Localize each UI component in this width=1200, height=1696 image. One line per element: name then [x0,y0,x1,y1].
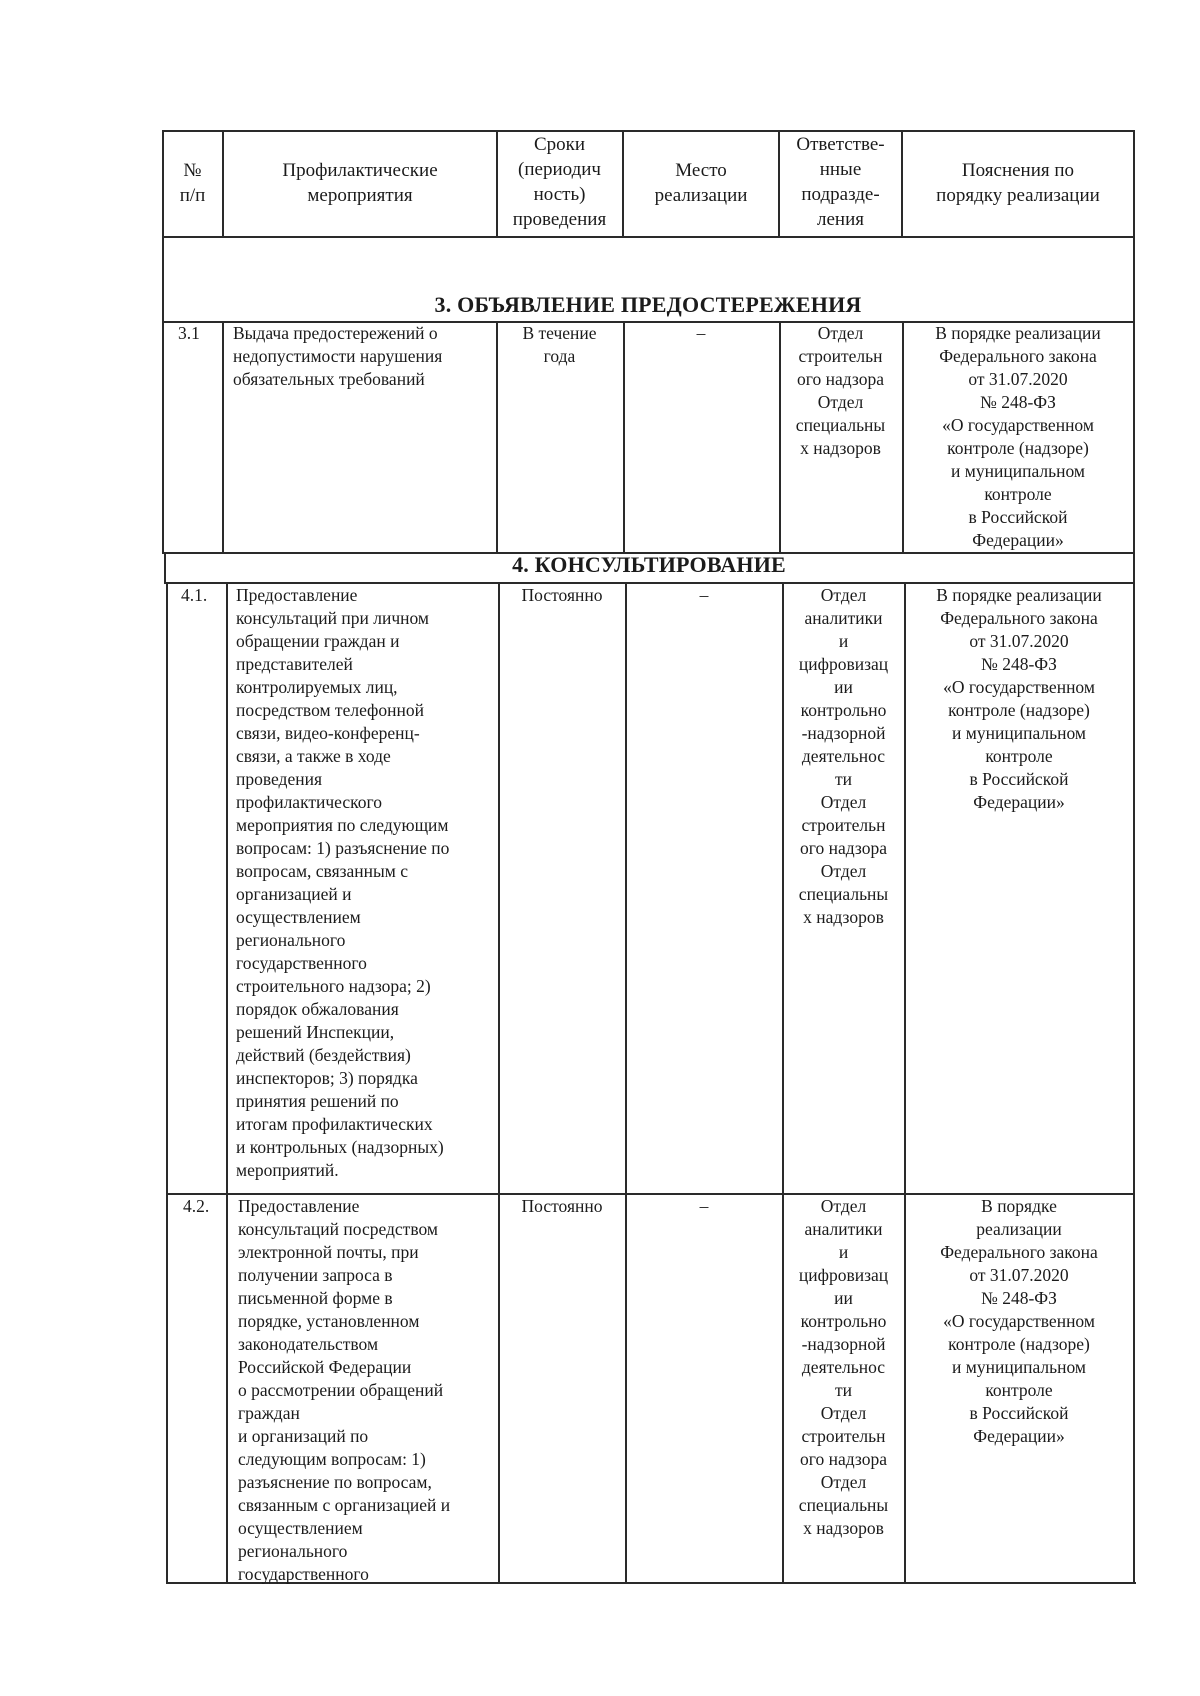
table-border-left-rows [166,582,168,1584]
row-4-1-term: Постоянно [521,585,603,605]
col-divider-3-rows4 [625,582,627,1584]
header-term: Сроки (периодич ность) проведения [512,134,607,230]
row-4-2-event: Предоставление консультаций посредством электронной почты, при получении запроса в письменной форме в порядке, установленном законодательством Российской Федерации о рассмотрении обращений граждан и организаций по следующим вопросам: 1) разъяснение по вопросам, связанным с организацией и осуществлением регионального государственного [238,1196,451,1584]
row-4-2-notes: В порядке реализации Федерального закона от 31.07.2020 № 248-ФЗ «О государственном контроле (надзоре) и муниципальном контроле в Российской Федерации» [940,1196,1098,1446]
row-4-1-num: 4.1. [181,585,208,605]
table-border-top [162,130,1134,132]
table-border-right [1133,130,1135,1584]
row-4-2-term: Постоянно [521,1196,603,1216]
row-3-1-num: 3.1 [178,323,200,343]
row-3-1-place: – [696,323,706,343]
col-divider-3-row31 [623,321,625,553]
row-3-1-resp: Отдел строительн ого надзора Отдел специальны х надзоров [795,323,886,458]
section-title-4: 4. КОНСУЛЬТИРОВАНИЕ [512,552,786,577]
header-resp: Ответстве- нные подразде- ления [796,134,885,230]
row-4-1-notes: В порядке реализации Федерального закона от 31.07.2020 № 248-ФЗ «О государственном контроле (надзоре) и муниципальном контроле в Российской Федерации» [936,585,1102,812]
header-place: Место реализации [654,160,748,206]
row-4-1-event: Предоставление консультаций при личном обращении граждан и представителей контролируемых лиц, посредством телефонной связи, видео-конференц- связи, а также в ходе проведения профилактического мероприятия по следующим вопросам: 1) разъяснение по вопросам, связанным с организацией и осуществлением регионального государственного строительного надзора; 2) порядок обжалования решений Инспекции, действий (бездействия) инспекторов; 3) порядка принятия решений по итогам профилактических и контрольных (надзорных) мероприятий. [236,585,450,1180]
section-title-3: 3. ОБЪЯВЛЕНИЕ ПРЕДОСТЕРЕЖЕНИЯ [434,292,862,317]
table-border-header-bottom [162,236,1134,238]
row-4-1-place: – [699,585,709,605]
header-event: Профилактические мероприятия [282,160,438,206]
header-notes: Пояснения по порядку реализации [936,160,1100,206]
col-divider-1-rows4 [226,582,228,1584]
row-3-1-event: Выдача предостережений о недопустимости нарушения обязательных требований [233,323,443,389]
header-num: № п/п [179,160,206,206]
col-divider-2-rows4 [498,582,500,1584]
row-4-2-resp: Отдел аналитики и цифровизац ии контрольно -надзорной деятельнос ти Отдел строительн ого надзора Отдел специальны х надзоров [798,1196,889,1538]
row-4-1-resp: Отдел аналитики и цифровизац ии контрольно -надзорной деятельнос ти Отдел строительн ого надзора Отдел специальны х надзоров [798,585,889,927]
row-4-2-place: – [699,1196,709,1216]
row-3-1-notes: В порядке реализации Федерального закона от 31.07.2020 № 248-ФЗ «О государственном контроле (надзоре) и муниципальном контроле в Российской Федерации» [935,323,1101,550]
col-divider-1-row31 [222,321,224,553]
row-4-2-num: 4.2. [183,1196,210,1216]
row-3-1-term: В течение года [522,323,597,366]
